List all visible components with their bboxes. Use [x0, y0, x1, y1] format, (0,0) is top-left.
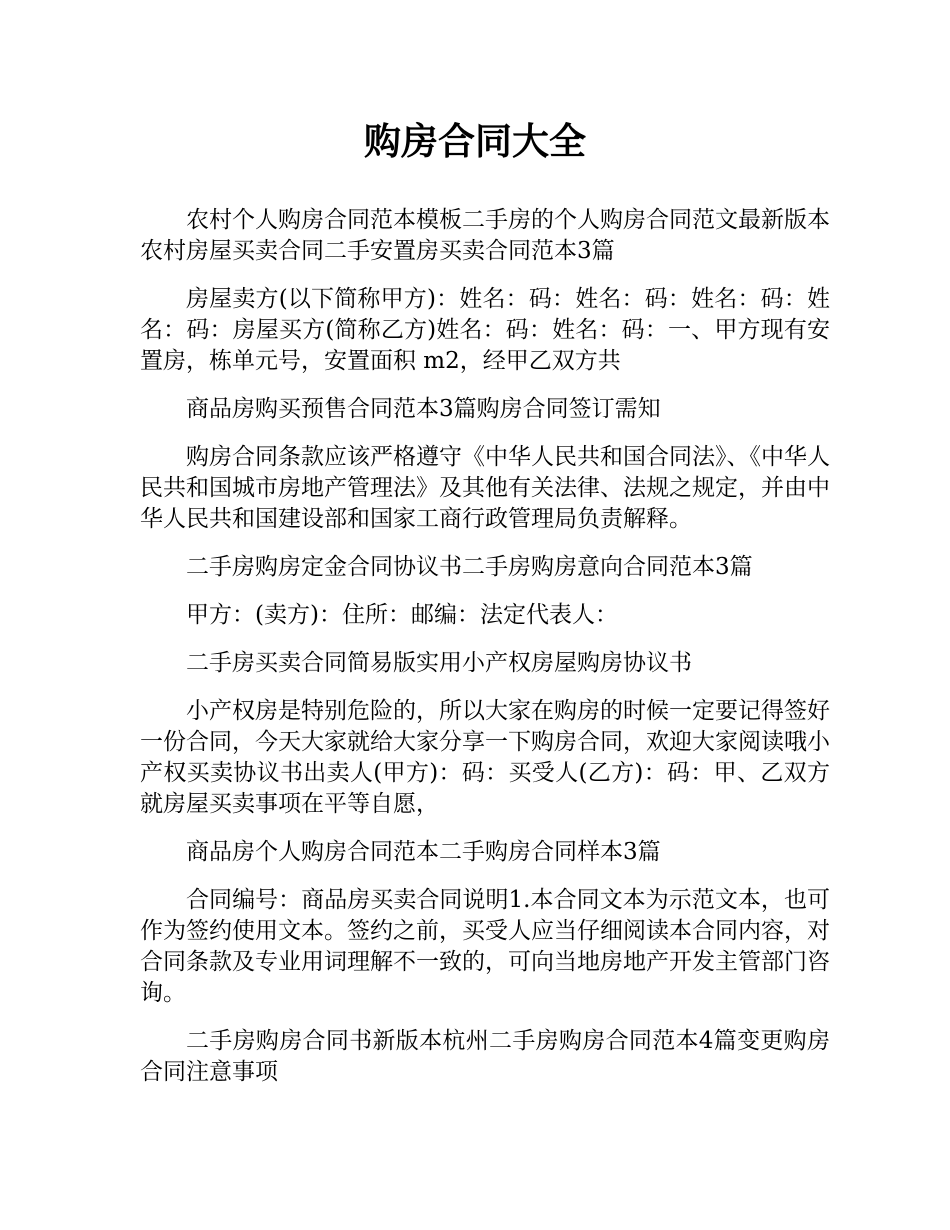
paragraph-10: 合同编号：商品房买卖合同说明1.本合同文本为示范文本，也可作为签约使用文本。签约之前，买受人应当仔细阅读本合同内容，对合同条款及专业用词理解不一致的，可向当地房地产开发主管部门咨询。: [140, 887, 830, 1006]
paragraph-2: 房屋卖方(以下简称甲方)：姓名：码：姓名：码：姓名：码：姓名：码：房屋买方(简称乙方)姓名：码：姓名：码：一、甲方现有安置房，栋单元号，安置面积 m2，经甲乙双方共: [140, 286, 830, 374]
paragraph-4: 购房合同条款应该严格遵守《中华人民共和国合同法》、《中华人民共和国城市房地产管理法》及其他有关法律、法规之规定，并由中华人民共和国建设部和国家工商行政管理局负责解释。: [140, 444, 830, 532]
paragraph-3: 商品房购买预售合同范本3篇购房合同签订需知: [186, 396, 661, 422]
paragraph-8: 小产权房是特别危险的，所以大家在购房的时候一定要记得签好一份合同，今天大家就给大家分享一下购房合同，欢迎大家阅读哦小产权买卖协议书出卖人(甲方)：码：买受人(乙方)：码：甲、乙双方就房屋买卖事项在平等自愿，: [140, 698, 830, 817]
paragraph-1: 农村个人购房合同范本模板二手房的个人购房合同范文最新版本农村房屋买卖合同二手安置房买卖合同范本3篇: [140, 207, 830, 264]
paragraph-5: 二手房购房定金合同协议书二手房购房意向合同范本3篇: [186, 554, 753, 580]
paragraph-9: 商品房个人购房合同范本二手购房合同样本3篇: [186, 839, 661, 865]
document-title: 购房合同大全: [364, 120, 586, 163]
paragraph-11: 二手房购房合同书新版本杭州二手房购房合同范本4篇变更购房合同注意事项: [140, 1028, 830, 1085]
paragraph-6: 甲方：(卖方)：住所：邮编：法定代表人：: [186, 602, 618, 628]
paragraph-7: 二手房买卖合同简易版实用小产权房屋购房协议书: [186, 650, 692, 676]
document-body: [140, 205, 830, 1105]
